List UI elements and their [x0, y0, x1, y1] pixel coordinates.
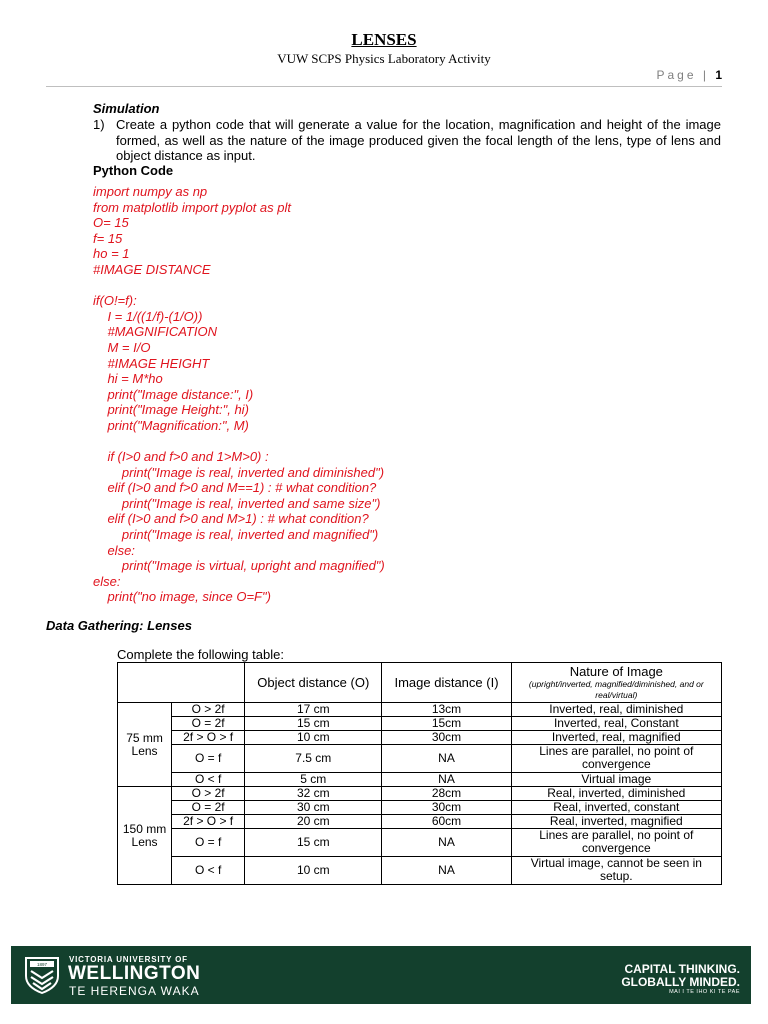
code-line: else:: [93, 573, 121, 589]
image-distance-cell: NA: [382, 745, 511, 773]
code-line: #MAGNIFICATION: [93, 324, 217, 340]
code-line: from matplotlib import pyplot as plt: [93, 199, 291, 215]
header-nature-label: Nature of Image: [569, 663, 663, 679]
table-row: [118, 857, 722, 885]
code-line: f= 15: [93, 230, 123, 246]
task-number: 1): [93, 117, 105, 132]
code-line: print("Magnification:", M): [93, 417, 249, 433]
table-row: [118, 731, 722, 745]
object-distance-cell: 15 cm: [245, 829, 382, 857]
header-nature: [511, 663, 721, 703]
object-distance-cell: 5 cm: [245, 773, 382, 787]
image-distance-cell: 30cm: [382, 801, 511, 815]
nature-cell: Lines are parallel, no point of convergence: [511, 745, 721, 773]
code-line: elif (I>0 and f>0 and M==1) : # what condition?: [93, 480, 377, 496]
python-code-block: [93, 184, 385, 605]
image-distance-cell: 30cm: [382, 731, 511, 745]
condition-cell: O = f: [172, 829, 245, 857]
nature-cell: Lines are parallel, no point of convergence: [511, 829, 721, 857]
nature-cell: Inverted, real, Constant: [511, 717, 721, 731]
header-image-distance: Image distance (I): [382, 663, 511, 703]
code-line: print("Image Height:", hi): [93, 402, 249, 418]
code-line: print("no image, since O=F"): [93, 589, 271, 605]
table-row: [118, 745, 722, 773]
code-line: #IMAGE DISTANCE: [93, 261, 211, 277]
image-distance-cell: NA: [382, 857, 511, 885]
code-line: print("Image is virtual, upright and magnified"): [93, 558, 385, 574]
university-name-small: VICTORIA UNIVERSITY OF: [69, 955, 188, 964]
code-line: O= 15: [93, 215, 129, 231]
header-object-distance: Object distance (O): [245, 663, 382, 703]
nature-cell: Inverted, real, diminished: [511, 703, 721, 717]
condition-cell: O > 2f: [172, 787, 245, 801]
task-item: [93, 117, 721, 164]
table-row: [118, 717, 722, 731]
page-label: Page |: [656, 68, 709, 82]
header-nature-sub: (upright/inverted, magnified/diminished, and or real/virtual): [528, 678, 704, 700]
condition-cell: O = f: [172, 745, 245, 773]
header-rule: [46, 86, 722, 87]
university-crest-icon: [24, 956, 60, 994]
table-row: [118, 815, 722, 829]
lens-label-cell: 150 mm Lens: [118, 787, 172, 885]
table-row: [118, 773, 722, 787]
condition-cell: O > 2f: [172, 703, 245, 717]
code-line: else:: [93, 542, 135, 558]
university-name-maori: TE HERENGA WAKA: [69, 984, 200, 998]
image-distance-cell: 60cm: [382, 815, 511, 829]
object-distance-cell: 7.5 cm: [245, 745, 382, 773]
nature-cell: Virtual image, cannot be seen in setup.: [511, 857, 721, 885]
tagline-line-1: CAPITAL THINKING.: [624, 962, 740, 976]
object-distance-cell: 32 cm: [245, 787, 382, 801]
code-heading: Python Code: [93, 163, 174, 178]
image-distance-cell: NA: [382, 829, 511, 857]
table-row: [118, 787, 722, 801]
nature-cell: Real, inverted, constant: [511, 801, 721, 815]
table-header-row: [118, 663, 722, 703]
simulation-heading: Simulation: [93, 101, 160, 116]
code-line: if (I>0 and f>0 and 1>M>0) :: [93, 449, 269, 465]
code-line: import numpy as np: [93, 184, 208, 199]
code-line: print("Image distance:", I): [93, 386, 254, 402]
object-distance-cell: 17 cm: [245, 703, 382, 717]
code-line: if(O!=f):: [93, 293, 137, 309]
image-distance-cell: 13cm: [382, 703, 511, 717]
lens-label-cell: 75 mm Lens: [118, 703, 172, 787]
object-distance-cell: 10 cm: [245, 731, 382, 745]
image-distance-cell: 28cm: [382, 787, 511, 801]
condition-cell: O = 2f: [172, 801, 245, 815]
table-instruction: Complete the following table:: [117, 647, 284, 662]
code-line: #IMAGE HEIGHT: [93, 355, 210, 371]
university-footer: [11, 946, 751, 1004]
nature-cell: Real, inverted, diminished: [511, 787, 721, 801]
code-line: print("Image is real, inverted and diminished"): [93, 464, 385, 480]
image-distance-cell: 15cm: [382, 717, 511, 731]
condition-cell: O < f: [172, 773, 245, 787]
condition-cell: O = 2f: [172, 717, 245, 731]
image-distance-cell: NA: [382, 773, 511, 787]
code-line: print("Image is real, inverted and magnified"): [93, 527, 379, 543]
object-distance-cell: 20 cm: [245, 815, 382, 829]
table-row: [118, 703, 722, 717]
nature-cell: Inverted, real, magnified: [511, 731, 721, 745]
task-text: Create a python code that will generate a value for the location, magnification and height of the image formed, as well as the nature of the image produced given the focal length of the lens, type of lens and object distance as input.: [116, 117, 721, 163]
code-line: M = I/O: [93, 339, 151, 355]
object-distance-cell: 30 cm: [245, 801, 382, 815]
table-header-blank: [118, 663, 245, 703]
code-line: I = 1/((1/f)-(1/O)): [93, 308, 203, 324]
code-line: hi = M*ho: [93, 371, 163, 387]
object-distance-cell: 10 cm: [245, 857, 382, 885]
document-title: LENSES: [351, 30, 417, 49]
document-subtitle: VUW SCPS Physics Laboratory Activity: [277, 51, 491, 66]
table-row: [118, 829, 722, 857]
table-row: [118, 801, 722, 815]
crest-year: 1897: [36, 962, 48, 967]
condition-cell: 2f > O > f: [172, 731, 245, 745]
university-name-big: WELLINGTON: [68, 963, 201, 984]
condition-cell: O < f: [172, 857, 245, 885]
lens-data-table: [117, 662, 722, 885]
page-number: [656, 68, 722, 82]
tagline-line-3: MAI I TE IHO KI TE PAE: [669, 989, 740, 995]
page-number-value: 1: [715, 68, 722, 82]
code-line: elif (I>0 and f>0 and M>1) : # what condition?: [93, 511, 369, 527]
code-line: ho = 1: [93, 246, 130, 262]
condition-cell: 2f > O > f: [172, 815, 245, 829]
code-line: print("Image is real, inverted and same size"): [93, 495, 381, 511]
tagline-line-2: GLOBALLY MINDED.: [621, 975, 740, 989]
object-distance-cell: 15 cm: [245, 717, 382, 731]
nature-cell: Real, inverted, magnified: [511, 815, 721, 829]
nature-cell: Virtual image: [511, 773, 721, 787]
data-gathering-heading: Data Gathering: Lenses: [46, 618, 192, 633]
